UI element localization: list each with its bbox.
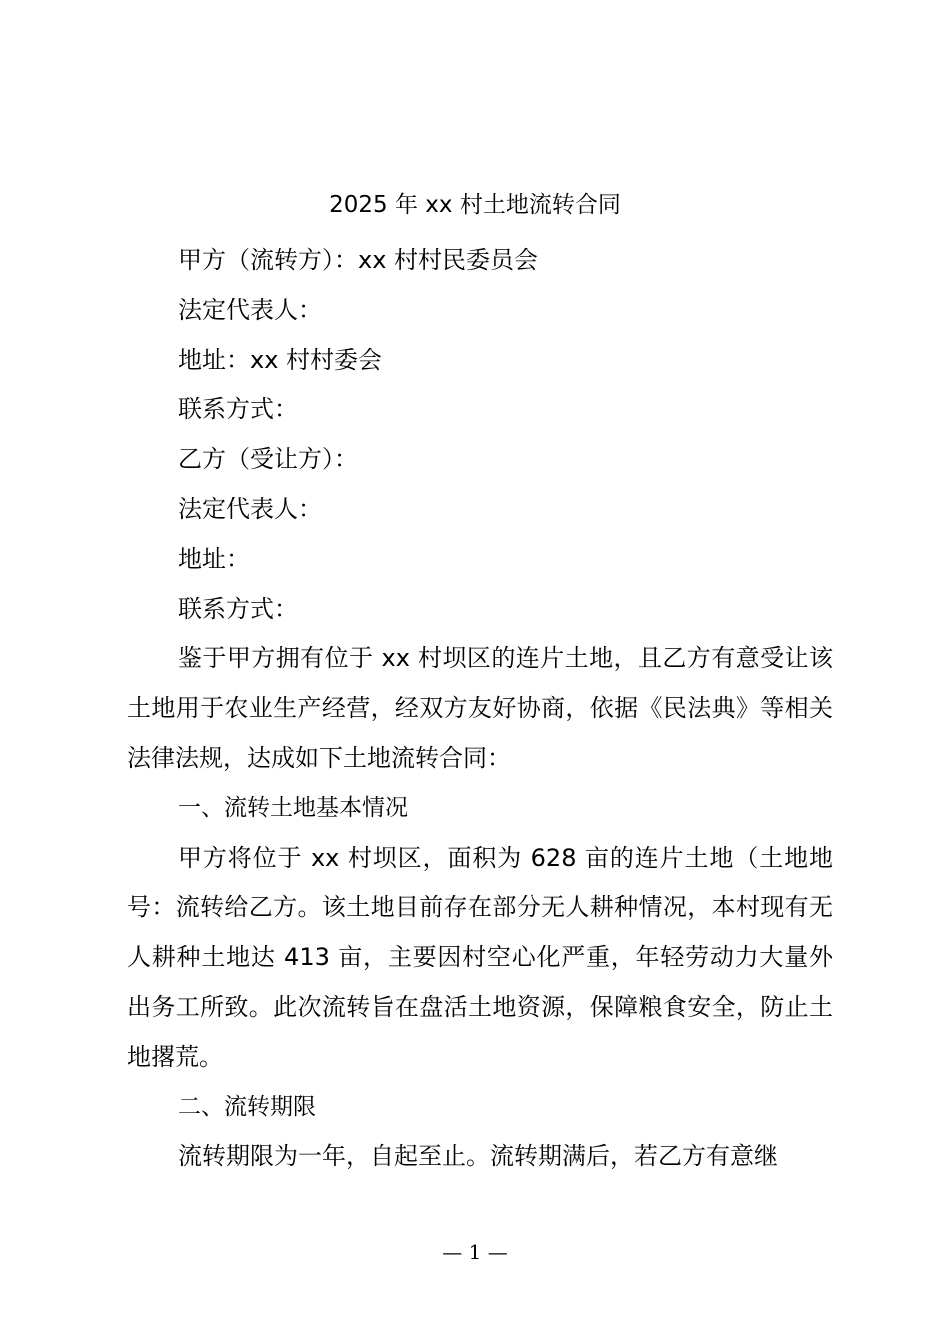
section-1-paragraph: 甲方将位于 xx 村坝区，面积为 628 亩的连片土地（土地地号：流转给乙方。该土地目前存在部分无人耕种情况，本村现有无人耕种土地达 413 亩，主要因村空心化严重，年轻劳动力大量外出务工所致。此次流转旨在盘活土地资源，保障粮食安全，防止土地撂荒。 — [127, 843, 833, 1071]
party-b-name: 乙方（受让方）： — [178, 445, 358, 474]
section-2-paragraph: 流转期限为一年，自起至止。流转期满后，若乙方有意继 — [178, 1142, 778, 1171]
contract-title: 2025 年 xx 村土地流转合同 — [329, 192, 621, 218]
party-a-name: 甲方（流转方）：xx 村村民委员会 — [178, 246, 539, 274]
section-1-heading: 一、流转土地基本情况 — [178, 794, 408, 821]
party-a-representative: 法定代表人： — [178, 295, 322, 324]
party-b-address: 地址： — [178, 544, 250, 573]
party-a-address: 地址：xx 村村委会 — [178, 345, 383, 374]
party-a-contact: 联系方式： — [178, 395, 298, 424]
party-b-contact: 联系方式： — [178, 594, 298, 623]
preamble-paragraph: 鉴于甲方拥有位于 xx 村坝区的连片土地，且乙方有意受让该土地用于农业生产经营，经双方友好协商，依据《民法典》等相关法律法规，达成如下土地流转合同： — [127, 644, 833, 772]
page-number: — 1 — — [442, 1240, 508, 1264]
party-b-representative: 法定代表人： — [178, 494, 322, 523]
section-2-heading: 二、流转期限 — [178, 1093, 316, 1120]
contract-body — [127, 236, 833, 1182]
